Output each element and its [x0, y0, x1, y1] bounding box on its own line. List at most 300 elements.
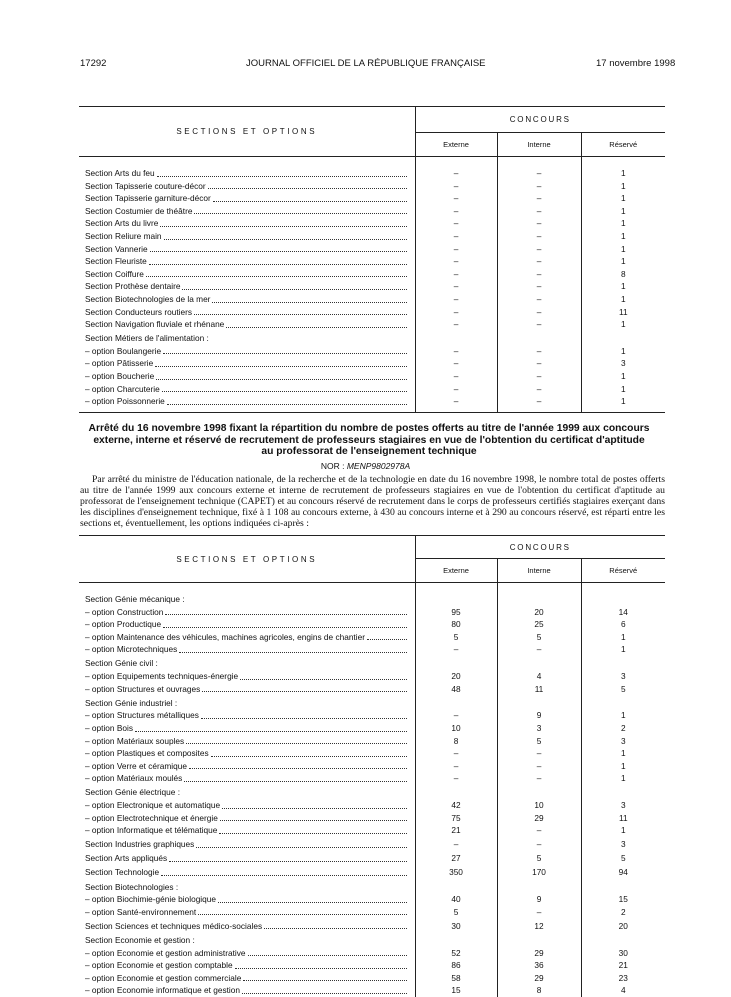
row-label: [79, 280, 415, 293]
dot-leader: [156, 370, 406, 380]
dot-leader: [161, 866, 406, 876]
row-label-text: Section Génie mécanique :: [85, 594, 185, 604]
reserve-value: 3: [581, 735, 665, 748]
row-label: [79, 865, 415, 879]
postes-table-2: [79, 535, 665, 997]
table-row: [79, 785, 665, 799]
row-label: [79, 735, 415, 748]
externe-value: 52: [451, 947, 461, 958]
reserve-value: 21: [581, 959, 665, 972]
dot-leader: [248, 947, 407, 957]
interne-value: 3: [497, 722, 581, 735]
dot-leader: [167, 395, 407, 405]
row-label-text: Section Coiffure: [85, 268, 144, 279]
reserve-value: 1: [581, 631, 665, 644]
dot-leader: [146, 268, 407, 278]
table-row: [79, 643, 665, 656]
interne-value: –: [497, 205, 581, 218]
reserve-value: 1: [581, 293, 665, 306]
row-label: [79, 255, 415, 268]
interne-value: [497, 331, 581, 345]
externe-value: 30: [451, 920, 461, 931]
table-row: [79, 747, 665, 760]
interne-value: –: [497, 180, 581, 193]
externe-value: 95: [451, 606, 461, 617]
table-row: [79, 180, 665, 193]
dot-leader: [165, 606, 406, 616]
externe-value: 21: [451, 825, 461, 836]
dot-leader: [211, 747, 407, 757]
interne-value: –: [497, 255, 581, 268]
row-label-text: – option Maintenance des véhicules, machines agricoles, engins de chantier: [85, 631, 365, 642]
reserve-value: 1: [581, 345, 665, 358]
externe-value: –: [453, 256, 459, 267]
table-row: [79, 383, 665, 396]
row-label-text: Section Arts du feu: [85, 168, 155, 178]
row-label: [79, 205, 415, 218]
table-row: [79, 772, 665, 785]
table-row: [79, 879, 665, 893]
externe-value: [415, 932, 497, 946]
row-label-text: – option Poissonnerie: [85, 396, 165, 407]
externe-value: –: [453, 268, 459, 279]
interne-value: 11: [497, 683, 581, 696]
interne-value: –: [497, 906, 581, 919]
row-label: [79, 984, 415, 997]
reserve-value: 6: [581, 618, 665, 631]
reserve-value: 30: [581, 947, 665, 960]
externe-value: 86: [451, 960, 461, 971]
row-label-text: Section Biotechnologies :: [85, 881, 179, 892]
interne-value: 12: [497, 918, 581, 932]
dot-leader: [182, 280, 406, 290]
row-label: [79, 918, 415, 932]
dot-leader: [149, 255, 407, 265]
row-label-text: Section Génie industriel :: [85, 697, 178, 708]
interne-value: [497, 785, 581, 799]
row-label: [79, 293, 415, 306]
externe-value: [415, 879, 497, 893]
externe-value: –: [453, 644, 459, 655]
table-row: [79, 205, 665, 218]
reserve-value: 1: [581, 230, 665, 243]
table-row: [79, 695, 665, 709]
concours-header: CONCOURS: [415, 107, 665, 133]
row-label-text: Section Conducteurs routiers: [85, 306, 192, 317]
row-label-text: – option Electrotechnique et énergie: [85, 812, 218, 823]
table-row: [79, 618, 665, 631]
dot-leader: [212, 293, 406, 303]
reserve-value: 14: [581, 606, 665, 619]
row-label: [79, 643, 415, 656]
reserve-value: 1: [581, 772, 665, 785]
reserve-value: [581, 656, 665, 670]
table-row: [79, 370, 665, 383]
row-label-text: Section Tapisserie garniture-décor: [85, 193, 211, 204]
row-label: [79, 656, 415, 670]
table-row: [79, 683, 665, 696]
dot-leader: [194, 306, 407, 316]
table-row: [79, 217, 665, 230]
table-row: [79, 306, 665, 319]
interne-value: 25: [497, 618, 581, 631]
row-label-text: – option Plastiques et composites: [85, 748, 209, 759]
nor-label: NOR :: [320, 461, 345, 471]
row-label: [79, 318, 415, 331]
row-label-text: Section Vannerie: [85, 243, 148, 254]
interne-value: [497, 656, 581, 670]
table-row: [79, 280, 665, 293]
table-row: [79, 192, 665, 205]
interne-value: –: [497, 837, 581, 851]
row-label-text: – option Verre et céramique: [85, 760, 187, 771]
externe-value: [415, 785, 497, 799]
table-row: [79, 243, 665, 256]
reserve-value: 1: [581, 370, 665, 383]
externe-value: 40: [451, 894, 461, 905]
row-label-text: Section Génie électrique :: [85, 787, 181, 798]
row-label-text: – option Economie informatique et gestion: [85, 985, 240, 996]
row-label: [79, 851, 415, 865]
dot-leader: [220, 812, 407, 822]
dot-leader: [208, 180, 407, 190]
reserve-value: [581, 331, 665, 345]
externe-value: [415, 593, 497, 606]
interne-value: 36: [497, 959, 581, 972]
reserve-value: [581, 785, 665, 799]
dot-leader: [194, 205, 406, 215]
reserve-value: 15: [581, 893, 665, 906]
externe-value: –: [453, 319, 459, 330]
dot-leader: [243, 972, 406, 982]
row-label: [79, 593, 415, 606]
row-label: [79, 747, 415, 760]
reserve-value: 1: [581, 255, 665, 268]
interne-value: 4: [497, 670, 581, 683]
interne-value: –: [497, 345, 581, 358]
dot-leader: [155, 357, 406, 367]
dot-leader: [157, 167, 407, 177]
dot-leader: [219, 824, 406, 834]
row-label-text: – option Economie et gestion commerciale: [85, 972, 242, 983]
concours-header: CONCOURS: [415, 536, 665, 559]
row-label: [79, 243, 415, 256]
row-label: [79, 395, 415, 408]
row-label-text: – option Economie et gestion administrative: [85, 947, 246, 958]
row-label-text: – option Biochimie-génie biologique: [85, 894, 216, 905]
page-number: 17292: [80, 58, 107, 69]
interne-value: –: [497, 192, 581, 205]
table-row: [79, 932, 665, 946]
row-label-text: – option Economie et gestion comptable: [85, 960, 233, 971]
reserve-value: 1: [581, 383, 665, 396]
reserve-value: 1: [581, 192, 665, 205]
table-row: [79, 593, 665, 606]
reserve-value: 94: [581, 865, 665, 879]
interne-value: [497, 932, 581, 946]
row-label: [79, 345, 415, 358]
interne-value: –: [497, 318, 581, 331]
row-label-text: Section Reliure main: [85, 230, 162, 241]
externe-value: –: [453, 710, 459, 721]
row-label-text: – option Pâtisserie: [85, 358, 154, 369]
interne-value: 29: [497, 812, 581, 825]
interne-value: –: [497, 747, 581, 760]
interne-value: –: [497, 293, 581, 306]
row-label: [79, 383, 415, 396]
externe-value: –: [453, 371, 459, 381]
interne-value: –: [497, 370, 581, 383]
reserve-value: 1: [581, 180, 665, 193]
row-label-text: Section Industries graphiques: [85, 839, 195, 850]
arrete-body: Par arrêté du ministre de l'éducation nationale, de la recherche et de la technologie en date du 16 novembre 1998, le nombre total de postes offerts au titre de l'année 1999 aux concours externe et interne de recrutement de professeurs stagiaires en vue de l'obtention du certificat d'aptitude au professorat de l'enseignement technique (CAPET) et au concours réservé de recrutement dans le corps de professeurs certifiés stagiaires exerçant dans les disciplines d'enseignement technique, fixé à 1 108 au concours externe, à 430 au concours interne et à 290 au concours réservé, est réparti entre les sections et, éventuellement, les options indiquées ci-après :: [80, 474, 665, 529]
row-label-text: Section Arts du livre: [85, 218, 159, 229]
reserve-value: 1: [581, 709, 665, 722]
externe-value: 5: [453, 906, 459, 917]
table-row: [79, 760, 665, 773]
interne-value: [497, 879, 581, 893]
dot-leader: [226, 318, 406, 328]
row-label: [79, 167, 415, 180]
interne-value: –: [497, 280, 581, 293]
row-label-text: – option Santé-environnement: [85, 906, 197, 917]
reserve-value: [581, 879, 665, 893]
externe-value: 80: [451, 619, 461, 630]
interne-value: –: [497, 383, 581, 396]
table-row: [79, 255, 665, 268]
table-row: [79, 722, 665, 735]
interne-value: –: [497, 268, 581, 281]
table-row: [79, 984, 665, 997]
interne-value: [497, 695, 581, 709]
row-label: [79, 837, 415, 851]
row-label: [79, 879, 415, 893]
dot-leader: [150, 243, 407, 253]
externe-header: Externe: [415, 559, 497, 583]
externe-value: 5: [453, 631, 459, 642]
table-row: [79, 824, 665, 837]
table-row: [79, 318, 665, 331]
row-label: [79, 959, 415, 972]
table-row: [79, 230, 665, 243]
interne-value: 8: [497, 984, 581, 997]
row-label-text: Section Biotechnologies de la mer: [85, 293, 211, 304]
reserve-value: 5: [581, 683, 665, 696]
row-label-text: – option Structures et ouvrages: [85, 683, 201, 694]
externe-value: –: [453, 168, 459, 178]
dot-leader: [202, 683, 406, 693]
table-row: [79, 851, 665, 865]
reserve-value: 11: [581, 306, 665, 319]
row-label: [79, 606, 415, 619]
reserve-header: Réservé: [581, 133, 665, 157]
dot-leader: [184, 772, 406, 782]
row-label-text: – option Productique: [85, 619, 162, 630]
table-row: [79, 331, 665, 345]
table-row: [79, 631, 665, 644]
dot-leader: [179, 643, 406, 653]
row-label: [79, 709, 415, 722]
row-label: [79, 824, 415, 837]
externe-value: –: [453, 306, 459, 317]
dot-leader: [163, 618, 406, 628]
row-label: [79, 192, 415, 205]
row-label: [79, 785, 415, 799]
externe-value: 350: [449, 867, 463, 878]
externe-value: –: [453, 760, 459, 771]
dot-leader: [196, 838, 406, 848]
externe-value: –: [453, 243, 459, 254]
externe-value: –: [453, 839, 459, 850]
row-label-text: – option Electronique et automatique: [85, 800, 221, 810]
reserve-value: 1: [581, 760, 665, 773]
row-label: [79, 357, 415, 370]
reserve-value: 1: [581, 280, 665, 293]
interne-value: 5: [497, 631, 581, 644]
externe-value: 75: [451, 812, 461, 823]
row-label-text: – option Microtechniques: [85, 644, 178, 655]
table-row: [79, 812, 665, 825]
externe-value: 48: [451, 683, 461, 694]
table-row: [79, 906, 665, 919]
reserve-value: 1: [581, 217, 665, 230]
dot-leader: [367, 631, 407, 641]
table-row: [79, 893, 665, 906]
row-label-text: – option Matériaux souples: [85, 735, 185, 746]
row-label: [79, 906, 415, 919]
row-label: [79, 972, 415, 985]
reserve-value: 3: [581, 837, 665, 851]
table-row: [79, 959, 665, 972]
row-label-text: – option Construction: [85, 606, 164, 617]
table-row: [79, 606, 665, 619]
dot-leader: [135, 722, 407, 732]
dot-leader: [201, 709, 407, 719]
row-label: [79, 268, 415, 281]
interne-header: Interne: [497, 133, 581, 157]
externe-value: –: [453, 345, 459, 356]
row-label: [79, 760, 415, 773]
postes-table-1: [79, 106, 665, 413]
row-label: [79, 618, 415, 631]
table-row: [79, 395, 665, 408]
interne-value: 20: [497, 606, 581, 619]
reserve-value: 1: [581, 243, 665, 256]
nor-reference: [0, 461, 731, 471]
dot-leader: [222, 799, 406, 809]
interne-value: 10: [497, 799, 581, 812]
row-label-text: Section Navigation fluviale et rhénane: [85, 319, 225, 330]
externe-header: Externe: [415, 133, 497, 157]
interne-value: –: [497, 357, 581, 370]
row-label-text: Section Métiers de l'alimentation :: [85, 333, 209, 344]
interne-value: –: [497, 306, 581, 319]
row-label: [79, 695, 415, 709]
reserve-value: [581, 695, 665, 709]
externe-value: –: [453, 230, 459, 241]
interne-value: 5: [497, 851, 581, 865]
dot-leader: [163, 345, 406, 355]
row-label-text: – option Structures métalliques: [85, 710, 199, 721]
reserve-value: 2: [581, 906, 665, 919]
table-row: [79, 656, 665, 670]
interne-value: [497, 593, 581, 606]
externe-value: [415, 656, 497, 670]
interne-header: Interne: [497, 559, 581, 583]
row-label: [79, 670, 415, 683]
interne-value: 29: [497, 947, 581, 960]
externe-value: –: [453, 293, 459, 304]
row-label-text: Section Technologie: [85, 867, 160, 878]
row-label: [79, 772, 415, 785]
row-label: [79, 331, 415, 345]
row-label-text: Section Fleuriste: [85, 256, 147, 267]
interne-value: 29: [497, 972, 581, 985]
row-label-text: – option Informatique et télématique: [85, 825, 218, 836]
interne-value: –: [497, 230, 581, 243]
reserve-value: 3: [581, 357, 665, 370]
externe-value: 15: [451, 985, 461, 996]
row-label: [79, 932, 415, 946]
table-row: [79, 865, 665, 879]
dot-leader: [198, 906, 406, 916]
dot-leader: [264, 920, 406, 930]
reserve-value: 20: [581, 918, 665, 932]
interne-value: –: [497, 760, 581, 773]
reserve-value: 3: [581, 670, 665, 683]
nor-code: MENP9802978A: [346, 461, 411, 471]
row-label-text: Section Tapisserie couture-décor: [85, 180, 206, 191]
reserve-value: 11: [581, 812, 665, 825]
dot-leader: [169, 852, 406, 862]
externe-value: [415, 331, 497, 345]
externe-value: 27: [451, 853, 461, 864]
reserve-value: 1: [581, 824, 665, 837]
interne-value: –: [497, 243, 581, 256]
externe-value: –: [453, 748, 459, 759]
reserve-value: 23: [581, 972, 665, 985]
dot-leader: [164, 230, 407, 240]
dot-leader: [218, 893, 407, 903]
interne-value: –: [497, 772, 581, 785]
dot-leader: [189, 760, 407, 770]
dot-leader: [240, 670, 406, 680]
row-label: [79, 631, 415, 644]
row-label: [79, 812, 415, 825]
interne-value: –: [497, 395, 581, 408]
row-label: [79, 947, 415, 960]
externe-value: –: [453, 281, 459, 292]
interne-value: –: [497, 643, 581, 656]
dot-leader: [242, 984, 407, 994]
reserve-value: 1: [581, 747, 665, 760]
table-row: [79, 735, 665, 748]
interne-value: –: [497, 167, 581, 180]
externe-value: –: [453, 358, 459, 369]
reserve-value: 1: [581, 205, 665, 218]
externe-value: –: [453, 773, 459, 784]
table-row: [79, 799, 665, 812]
externe-value: –: [453, 205, 459, 216]
dot-leader: [162, 383, 407, 393]
row-label-text: – option Boucherie: [85, 371, 155, 381]
reserve-value: 8: [581, 268, 665, 281]
reserve-value: 1: [581, 167, 665, 180]
table-row: [79, 670, 665, 683]
row-label-text: Section Sciences et techniques médico-sociales: [85, 920, 263, 931]
interne-value: 9: [497, 893, 581, 906]
reserve-value: 3: [581, 799, 665, 812]
